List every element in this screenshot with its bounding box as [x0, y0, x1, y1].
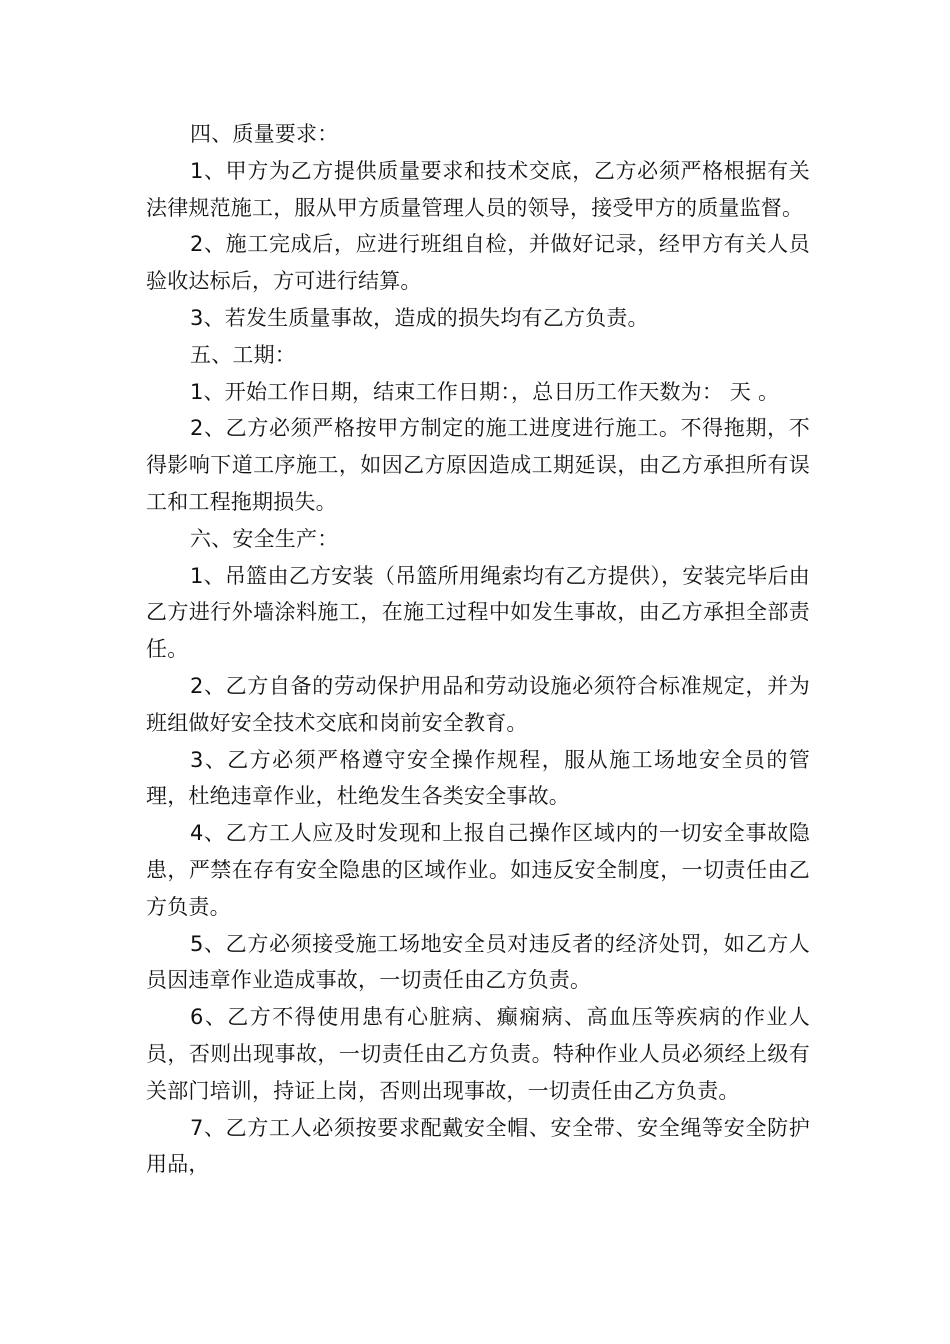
- paragraph: 6、乙方不得使用患有心脏病、癫痫病、高血压等疾病的作业人员，否则出现事故，一切责任由乙方负责。特种作业人员必须经上级有关部门培训，持证上岗，否则出现事故，一切责任由乙方负责。: [146, 1005, 810, 1103]
- paragraph: 3、若发生质量事故，造成的损失均有乙方负责。: [190, 305, 649, 330]
- paragraph: 2、乙方自备的劳动保护用品和劳动设施必须符合标准规定，并为班组做好安全技术交底和岗前安全教育。: [146, 673, 810, 735]
- paragraph: 2、施工完成后，应进行班组自检，并做好记录，经甲方有关人员验收达标后，方可进行结算。: [146, 232, 810, 294]
- section-heading-quality: 四、质量要求：: [190, 122, 339, 146]
- paragraph: 1、吊篮由乙方安装（吊篮所用绳索均有乙方提供），安装完毕后由乙方进行外墙涂料施工，在施工过程中如发生事故，由乙方承担全部责任。: [146, 563, 810, 662]
- paragraph: 1、开始工作日期，结束工作日期：，总日历工作天数为： 天 。: [190, 379, 780, 404]
- paragraph: 1、甲方为乙方提供质量要求和技术交底，乙方必须严格根据有关法律规范施工，服从甲方质量管理人员的领导，接受甲方的质量监督。: [146, 158, 810, 220]
- document-body: [146, 116, 810, 1183]
- paragraph: 5、乙方必须接受施工场地安全员对违反者的经济处罚，如乙方人员因违章作业造成事故，一切责任由乙方负责。: [146, 931, 810, 993]
- paragraph: 7、乙方工人必须按要求配戴安全帽、安全带、安全绳等安全防护用品，: [146, 1115, 810, 1177]
- paragraph: 3、乙方必须严格遵守安全操作规程，服从施工场地安全员的管理，杜绝违章作业，杜绝发生各类安全事故。: [146, 747, 810, 809]
- section-heading-schedule: 五、工期：: [190, 342, 296, 367]
- paragraph: 4、乙方工人应及时发现和上报自己操作区域内的一切安全事故隐患，严禁在存有安全隐患的区域作业。如违反安全制度，一切责任由乙方负责。: [146, 821, 810, 919]
- section-heading-safety: 六、安全生产：: [190, 526, 339, 551]
- paragraph: 2、乙方必须严格按甲方制定的施工进度进行施工。不得拖期，不得影响下道工序施工，如因乙方原因造成工期延误，由乙方承担所有误工和工程拖期损失。: [146, 416, 810, 514]
